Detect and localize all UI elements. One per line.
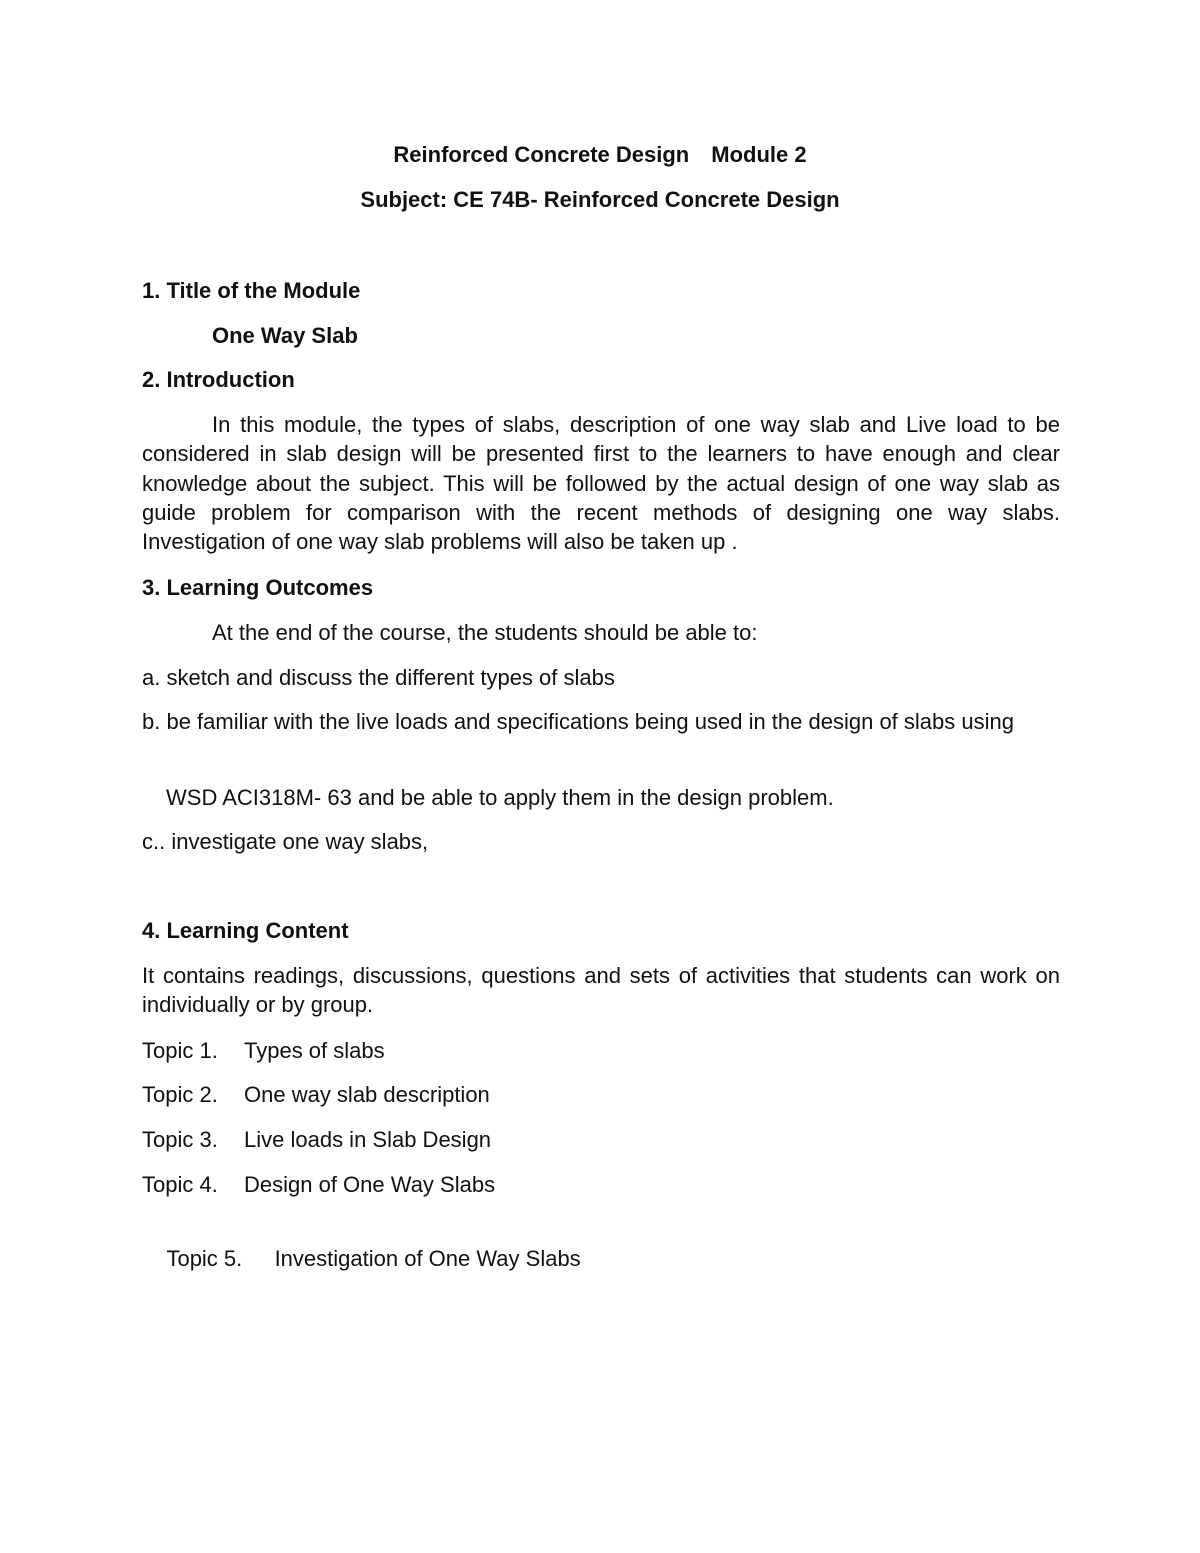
- topic-item: [142, 1170, 495, 1199]
- topic-item: [142, 1080, 490, 1109]
- module-title: One Way Slab: [212, 323, 358, 348]
- topic-title: Types of slabs: [244, 1038, 385, 1063]
- document-subject: Subject: CE 74B- Reinforced Concrete Design: [360, 187, 840, 212]
- outcome-b: b. be familiar with the live loads and specifications being used in the design of slabs using: [142, 709, 1014, 734]
- topic-label: Topic 1.: [142, 1038, 218, 1063]
- outcome-c: c.. investigate one way slabs,: [142, 829, 429, 854]
- topic-title: Live loads in Slab Design: [244, 1127, 492, 1152]
- introduction-paragraph: [142, 410, 1060, 556]
- topic-item: [142, 1215, 581, 1302]
- section-4-heading: 4. Learning Content: [142, 918, 349, 943]
- section-2-heading: 2. Introduction: [142, 367, 295, 392]
- section-3-heading: 3. Learning Outcomes: [142, 575, 374, 600]
- topic-label: Topic 4.: [142, 1172, 218, 1197]
- topic-title: Design of One Way Slabs: [244, 1172, 496, 1197]
- section-1-heading: 1. Title of the Module: [142, 278, 361, 303]
- learning-content-paragraph: It contains readings, discussions, questions and sets of activities that students can work on individually or by group.: [142, 963, 1060, 1018]
- introduction-text: In this module, the types of slabs, description of one way slab and Live load to be considered in slab design will be presented first to the learners to have enough and clear knowledge about the subject. This will be followed by the actual design of one way slab as guide problem for comparison with the recent methods of designing one way slabs. Investigation of one way slab problems will also be taken up .: [142, 412, 1060, 555]
- topic-label: Topic 3.: [142, 1127, 218, 1152]
- title-module: Module 2: [711, 142, 807, 167]
- topic-title: Investigation of One Way Slabs: [268, 1246, 581, 1271]
- topic-label: Topic 2.: [142, 1082, 218, 1107]
- topic-title: One way slab description: [244, 1082, 490, 1107]
- document-title: [0, 140, 1200, 169]
- topic-label: Topic 5.: [166, 1246, 243, 1271]
- outcomes-intro: At the end of the course, the students should be able to:: [212, 620, 758, 645]
- topic-item: [142, 1125, 491, 1154]
- outcome-b-continued: WSD ACI318M- 63 and be able to apply them in the design problem.: [166, 785, 834, 810]
- title-main: Reinforced Concrete Design: [393, 142, 690, 167]
- topic-item: [142, 1036, 385, 1065]
- outcome-a: a. sketch and discuss the different types of slabs: [142, 665, 615, 690]
